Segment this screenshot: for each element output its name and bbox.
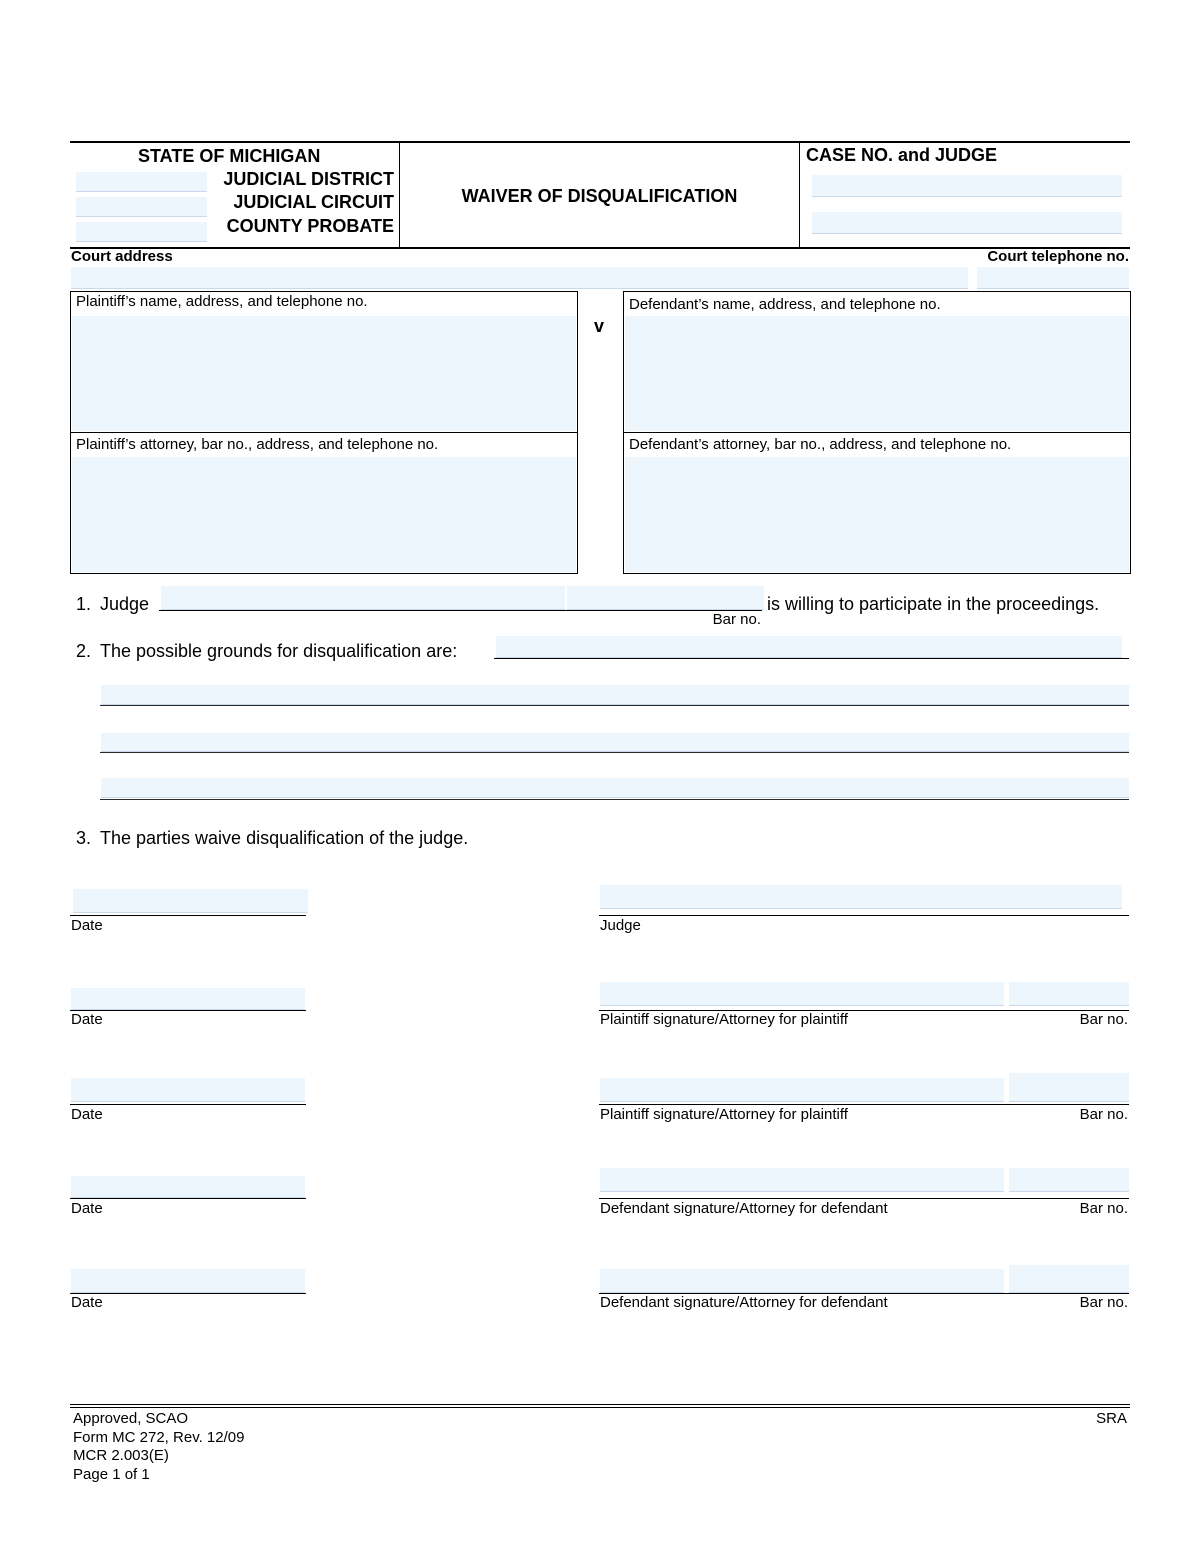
case-number-field[interactable]	[812, 175, 1122, 197]
date-field-4[interactable]	[71, 1269, 305, 1293]
judge-date-label: Date	[71, 917, 103, 934]
form-title: WAIVER OF DISQUALIFICATION	[461, 186, 738, 206]
date-label-2: Date	[71, 1106, 103, 1123]
judge-name-field[interactable]	[161, 586, 565, 610]
item-1-suffix: is willing to participate in the proceedings.	[767, 594, 1100, 614]
plaintiff-attorney-label: Plaintiff’s attorney, bar no., address, and telephone no.	[76, 436, 439, 453]
court-line-probate: COUNTY PROBATE	[226, 216, 394, 236]
bar-label-1: Bar no.	[1079, 1011, 1128, 1028]
footer-rule-top	[70, 1404, 1130, 1405]
signer-label-3: Defendant signature/Attorney for defendant	[600, 1200, 888, 1217]
item-3-number: 3.	[76, 828, 92, 848]
date-label-1: Date	[71, 1011, 103, 1028]
judge-bar-number-field[interactable]	[567, 586, 764, 610]
date-label-3: Date	[71, 1200, 103, 1217]
signature-field-4[interactable]	[600, 1269, 1004, 1293]
footer-page-number: Page 1 of 1	[73, 1465, 150, 1483]
signature-field-2[interactable]	[600, 1078, 1004, 1102]
grounds-field-2[interactable]	[101, 685, 1129, 705]
signer-label-2: Plaintiff signature/Attorney for plaintiff	[600, 1106, 848, 1123]
header-top-rule	[70, 141, 1130, 143]
item-1-prefix: Judge	[100, 594, 150, 614]
bar-label-2: Bar no.	[1079, 1106, 1128, 1123]
judge-field[interactable]	[812, 212, 1122, 234]
item-2-number: 2.	[76, 641, 92, 661]
bar-number-field-1[interactable]	[1009, 982, 1129, 1006]
signer-label-1: Plaintiff signature/Attorney for plaintiff	[600, 1011, 848, 1028]
footer-info	[73, 1410, 244, 1484]
circuit-field[interactable]	[76, 197, 207, 217]
bar-number-field-4[interactable]	[1009, 1265, 1129, 1293]
grounds-field-4[interactable]	[101, 778, 1129, 798]
judge-signature-label: Judge	[600, 917, 641, 934]
signer-label-4: Defendant signature/Attorney for defendant	[600, 1294, 888, 1311]
versus-label: v	[594, 316, 605, 336]
grounds-line-4	[100, 799, 1129, 800]
plaintiff-attorney-field[interactable]	[72, 457, 576, 572]
header-divider-right	[799, 143, 800, 247]
bar-label-4: Bar no.	[1079, 1294, 1128, 1311]
county-field[interactable]	[76, 222, 207, 242]
district-field[interactable]	[76, 172, 207, 192]
date-field-2[interactable]	[71, 1078, 305, 1102]
signature-field-1[interactable]	[600, 982, 1004, 1006]
judge-date-field[interactable]	[73, 889, 308, 913]
court-address-label: Court address	[71, 248, 173, 265]
defendant-attorney-label: Defendant’s attorney, bar no., address, and telephone no.	[629, 436, 1012, 453]
case-no-heading: CASE NO. and JUDGE	[806, 145, 998, 165]
date-field-1[interactable]	[71, 988, 305, 1010]
grounds-line-2	[100, 705, 1129, 706]
grounds-line-3	[100, 752, 1129, 753]
state-heading: STATE OF MICHIGAN	[138, 146, 321, 166]
footer-sra: SRA	[1096, 1410, 1127, 1427]
defendant-attorney-field[interactable]	[625, 457, 1129, 572]
footer-approved: Approved, SCAO	[73, 1410, 189, 1427]
court-address-field[interactable]	[71, 267, 968, 289]
date-line-3	[70, 1198, 306, 1199]
court-line-district: JUDICIAL DISTRICT	[223, 169, 394, 189]
judge-date-line	[70, 915, 306, 916]
signature-line-3	[599, 1198, 1129, 1199]
judge-signature-field[interactable]	[600, 885, 1122, 909]
bar-label-3: Bar no.	[1079, 1200, 1128, 1217]
item-1-bar-label: Bar no.	[712, 611, 761, 628]
grounds-field-1[interactable]	[496, 636, 1122, 658]
bar-number-field-2[interactable]	[1009, 1073, 1129, 1102]
date-field-3[interactable]	[71, 1176, 305, 1198]
footer-rule-bottom	[70, 1407, 1130, 1408]
plaintiff-box-divider	[70, 432, 578, 433]
footer-rule-reference: MCR 2.003(E)	[73, 1447, 169, 1464]
court-line-circuit: JUDICIAL CIRCUIT	[233, 192, 394, 212]
signature-field-3[interactable]	[600, 1168, 1004, 1192]
grounds-line-1	[494, 658, 1129, 659]
court-telephone-label: Court telephone no.	[987, 248, 1129, 265]
date-label-4: Date	[71, 1294, 103, 1311]
item-3-text: The parties waive disqualification of the judge.	[100, 828, 469, 848]
grounds-field-3[interactable]	[101, 733, 1129, 752]
defendant-label: Defendant’s name, address, and telephone no.	[629, 296, 941, 313]
judge-signature-line	[599, 915, 1129, 916]
court-telephone-field[interactable]	[977, 267, 1129, 289]
signature-line-2	[599, 1104, 1129, 1105]
defendant-field[interactable]	[625, 316, 1129, 431]
footer-form-number: Form MC 272, Rev. 12/09	[73, 1428, 245, 1446]
date-line-2	[70, 1104, 306, 1105]
bar-number-field-3[interactable]	[1009, 1168, 1129, 1192]
plaintiff-label: Plaintiff’s name, address, and telephone no.	[76, 293, 368, 310]
date-line-4	[70, 1293, 306, 1294]
item-1-number: 1.	[76, 594, 92, 614]
plaintiff-field[interactable]	[72, 316, 576, 431]
date-line-1	[70, 1010, 306, 1011]
defendant-box-divider	[623, 432, 1131, 433]
item-2-text: The possible grounds for disqualification are:	[100, 641, 458, 661]
